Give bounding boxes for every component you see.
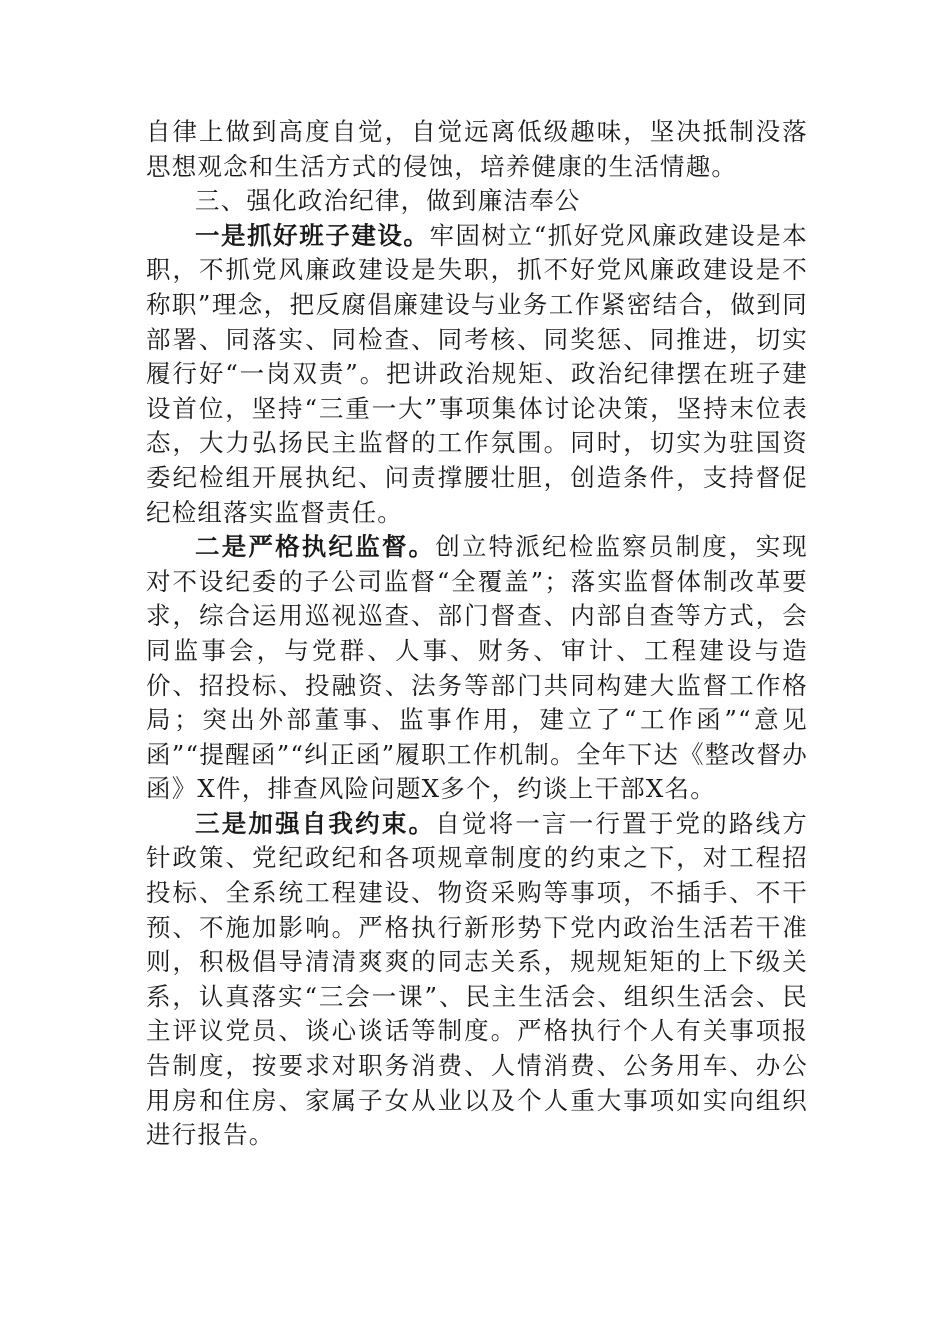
paragraph-supervision [146,530,808,807]
paragraph-lead: 二是严格执纪监督。 [195,532,436,562]
paragraph-lead: 三是加强自我约束。 [195,808,436,838]
paragraph-lead: 一是抓好班子建设。 [195,220,430,250]
paragraph-self-discipline [146,807,808,1153]
paragraph-team-building [146,219,808,530]
document-body [146,115,808,1153]
paragraph-body: 牢固树立“抓好党风廉政建设是本职，不抓党风廉政建设是失职，抓不好党风廉政建设是不称职”理念，把反腐倡廉建设与业务工作紧密结合，做到同部署、同落实、同检查、同考核、同奖惩、同推进，切实履行好“一岗双责”。把讲政治规矩、政治纪律摆在班子建设首位，坚持“三重一大”事项集体讨论决策，坚持末位表态，大力弘扬民主监督的工作氛围。同时，切实为驻国资委纪检组开展执纪、问责撑腰壮胆，创造条件，支持督促纪检组落实监督责任。 [146,220,808,527]
section-heading: 三、强化政治纪律，做到廉洁奉公 [195,186,581,216]
paragraph-body: 自觉将一言一行置于党的路线方针政策、党纪政纪和各项规章制度的约束之下，对工程招投标、全系统工程建设、物资采购等事项，不插手、不干预、不施加影响。严格执行新形势下党内政治生活若干准则，积极倡导清清爽爽的同志关系，规规矩矩的上下级关系，认真落实“三会一课”、民主生活会、组织生活会、民主评议党员、谈心谈话等制度。严格执行个人有关事项报告制度，按要求对职务消费、人情消费、公务用车、办公用房和住房、家属子女从业以及个人重大事项如实向组织进行报告。 [146,808,808,1150]
continuation-paragraph: 自律上做到高度自觉，自觉远离低级趣味，坚决抵制没落思想观念和生活方式的侵蚀，培养健康的生活情趣。 [146,117,808,181]
paragraph-body: 创立特派纪检监察员制度，实现对不设纪委的子公司监督“全覆盖”；落实监督体制改革要求，综合运用巡视巡查、部门督查、内部自查等方式，会同监事会，与党群、人事、财务、审计、工程建设与造价、招投标、投融资、法务等部门共同构建大监督工作格局；突出外部董事、监事作用，建立了“工作函”“意见函”“提醒函”“纠正函”履职工作机制。全年下达《整改督办函》X件，排查风险问题X多个，约谈上干部X名。 [146,532,808,804]
